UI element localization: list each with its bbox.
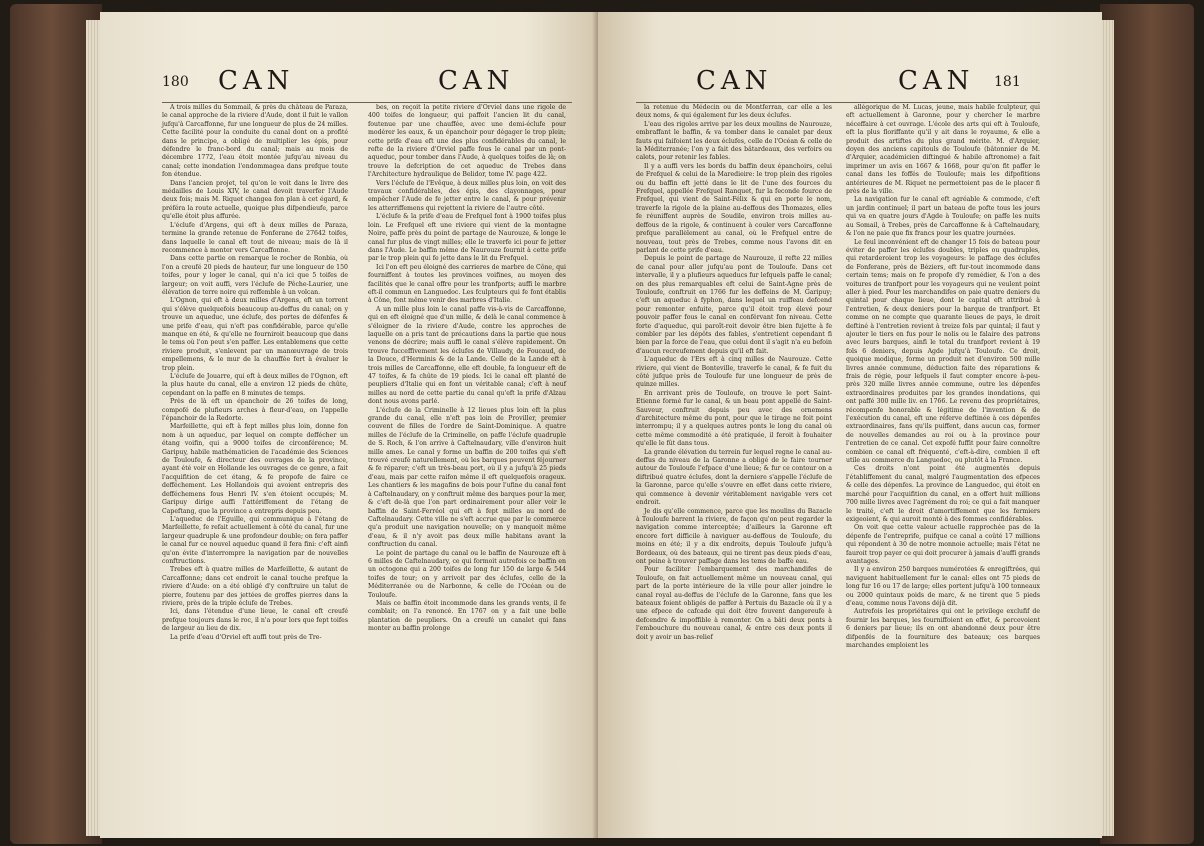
right-columns xyxy=(636,104,1040,824)
paragraph: L'eau des rigoles arrive par les deux moulins de Naurouze, embraffant le baffin, & va tomber dans le canalet par deux fauts qui faifoient les deux éclufes, celle de l'Océan & celle de la Méditerranée; l'on y a fait des bâtardeaux, des verfoirs ou calets, pour retenir les fables. xyxy=(636,120,832,162)
book-cover-right xyxy=(1100,4,1194,844)
paragraph: Je dis qu'elle commence, parce que les moulins du Bazacle à Touloufe barrent la riviere, de façon qu'on peut regarder la navigation comme interceptée; d'ailleurs la Garonne eft encore fort difficile à naviguer au-deffous de Touloufe, du moins en été; il y a dix endroits, depuis Touloufe jufqu'à Bordeaux, où des bateaux, qui ne tirent pas deux pieds d'eau, ont peine à trouver paffage dans les tems de baffe eau. xyxy=(636,507,832,565)
paragraph: A un mille plus loin le canal paffe vis-à-vis de Carcaffonne, qui en eft éloigné que d'un mille, & delà le canal commence à s'éloigner de la riviere d'Aude, contre les approches de laquelle on a pris tant de précautions dans la partie que nous venons de décrire; mais auffi le canal s'élève rapidement. On trouve fucceffivement les éclufes de Villaudy, de Foucaud, de la Douce, d'Herminis & de la Lande. Celle de la Lande eft à trois milles de Carcaffonne, elle eft double, fa longueur eft de 47 toifes, & fa chûte de 19 pieds. Ici le canal eft planté de peupliers d'Italie qui en font un véritable canal; c'eft à neuf milles au nord de cette partie du canal qu'eft la prife d'Alzau dont nous avons parlé. xyxy=(368,305,566,406)
left-columns xyxy=(162,104,572,824)
left-head-left: CAN xyxy=(218,66,295,96)
paragraph: Depuis le point de partage de Naurouze, il refte 22 milles de canal pour aller jufqu'au pont de Touloufe. Dans cet intervalle, il y a plufieurs aqueducs fur lefquels paffe le canal; on des plus remarquables eft celui de Saint-Agne près de Touloufe, conftruit en 1766 fur les deffeins de M. Garipuy; c'eft un aqueduc à fyphon, dans lequel un ruiffeau defcend pour remonter enfuite, parce qu'il étoit trop élevé pour pouvoir paffer fous le canal en conférvant fon niveau. Cette forte d'aqueduc, qui paroît-roit devoir être bien fujette à fe combler par les dépôts des fables, s'entretient cependant fi bien par la force de l'eau, que celui dont il s'agit n'a eu befoin d'aucun recreufement depuis qu'il eft fait. xyxy=(636,255,832,355)
left-running-head xyxy=(100,66,598,100)
paragraph: Près de là eft un épanchoir de 26 toifes de long, compofé de plufieurs arches à fleur-d'eau, on l'appelle l'épanchoir de la Redorte. xyxy=(162,398,348,423)
paragraph: La grande élévation du terrein fur lequel regne le canal au-deffus du niveau de la Garonne a obligé de le faire tourner autour de Touloufe l'efpace d'une lieue; & fur ce contour on a diftribué quatre éclufes, dont la derniere s'appelle l'éclufe de la Garonne, parce qu'elle s'ouvre en effet dans cette riviere, qui commence à devenir véritablement navigable vers cet endroit. xyxy=(636,448,832,507)
paragraph: Mais ce baffin étoit incommode dans les grands vents, il fe comblait; on l'a renoncé. En 1767 on y a fait une belle plantation de peupliers. On a creufé un canalet qui fans monter au baffin prolonge xyxy=(368,599,566,633)
paragraph: Vers l'éclufe de l'Evêque, à deux milles plus loin, on voit des travaux confidérables, des épis, des clayonnages, pour empêcher l'Aude de fe jetter entre le canal, & pour prévenir les atterriffemens qui rejettent la riviere de l'autre côté. xyxy=(368,179,566,212)
paragraph: bes, on reçoit la petite riviere d'Orviel dans une rigole de 400 toifes de longueur, qui paffoit l'ancien lit du canal, foutenue par une chauffée, avec une demi-éclufe pour modérer les eaux, & un épanchoir pour dégager le trop plein; cette prife d'eau eft une des plus confidérables du canal, le refte de la riviere d'Orviel paffe fous le canal par un pont-aqueduc, pour tomber dans l'Aude, à quelques toifes de là; on trouve la defcription de cet aqueduc de Trebes dans l'Architecture hydraulique de Belidor, tome IV. page 422. xyxy=(368,104,566,179)
paragraph: L'éclufe de la Criminelle à 12 lieues plus loin eft la plus grande du canal, elle n'eft pas loin de Proviller, premier couvent de filles de l'ordre de Saint-Dominique. A quatre milles de l'éclufe de la Criminelle, on paffe l'éclufe quadruple de S. Roch, & l'on arrive à Caftelnaudary, ville d'environ huit mille ames. Le canal y forme un baffin de 200 toifes qui s'eft trouvé creufé naturellement, où les barques peuvent féjourner & fe réparer; c'eft un très-beau port, où il y a jufqu'à 25 pieds d'eau, mais par cette raifon même il eft quelquefois orageux. Les chantiers & les magafins de bois pour l'ufine du canal font à Caftelnaudary, on y conftruit même des barques pour la mer, & c'eft de-là que l'on part ordinairement pour aller voir le baffin de Saint-Ferréol qui eft à fept milles au nord de Caftelnaudary. Cette ville ne s'eft accrue que par le commerce qu'a produit une navigation nouvelle; on y manquoit même d'eau, & il n'y avoit pas deux mille habitans avant la conftruction du canal. xyxy=(368,406,566,549)
paragraph: L'éclufe de Jouarre, qui eft à deux milles de l'Ognon, eft la plus haute du canal, elle a environ 12 pieds de chûte, cependant on la paffe en 8 minutes de temps. xyxy=(162,373,348,397)
paragraph: Pour faciliter l'embarquement des marchandifes de Touloufe, on fait actuellement même un nouveau canal, qui part de la porte intérieure de la ville pour aller joindre le canal royal au-deffus de l'éclufe de la Garonne, fans que les bateaux foient obligés de paffer à Pertuis du Bazacle où il y a une efpece de cafcade qui doit être fouvent dangereufe à defcendre & impoffible à remonter. On a bâti deux ponts à l'embouchure du nouveau canal, & entre ces deux ponts il doit y avoir un bas-relief xyxy=(636,566,832,641)
right-running-head xyxy=(598,66,1102,100)
left-head-right: CAN xyxy=(438,66,515,96)
paragraph: L'Ognon, qui eft à deux milles d'Argens, eft un torrent qui s'élève quelquefois beaucoup au-deffus du canal; on y trouve un aqueduc, une éclufe, des portes de défenfes & une prife d'eau, qui n'eft pas confidérable, parce qu'elle manque en été, & qu'elle ne fourniroit beaucoup que dans le tems où l'on peut s'en paffer. Les entablemens que cette riviere produit, s'enlevent par un manœuvrage de trois empellemens, & le mur de la chauffée fert à évaluer le trop plein. xyxy=(162,297,348,372)
paragraph: Autrefois les propriétaires qui ont le privilege exclufif de fournir les barques, les fourniffoient en effet, & percevoient 6 deniers par lieue; ils en ont abandonné deux pour être difpenfés de la fourniture des bateaux; ces barques marchandes emploient les xyxy=(846,608,1040,649)
paragraph: La prife d'eau d'Orviel eft auffi tout près de Tre- xyxy=(170,633,322,641)
paragraph: Marfeillette, qui eft à fept milles plus loin, donne fon nom à un aqueduc, par lequel on compte deffécher un étang voifin, qui a 9000 toifes de circonférence; M. Garipuy, habile mathématicien de l'académie des Sciences de Touloufe, & directeur des ouvrages de la province, ayant été voir en Hollande les ouvrages de ce genre, a fait l'acquifition de cet étang, & fe propofe de faire ce defféchement. Les Hollandois qui avoient entrepris des defféchemens fous Henri IV. s'en étoient occupés; M. Garipuy dirige auffi l'attériffement de l'étang de Capeftang, que la province a entrepris depuis peu. xyxy=(162,423,348,515)
right-page xyxy=(598,12,1102,838)
paragraph: Trebes eft à quatre milles de Marfeillette, & autant de Carcaffonne; dans cet endroit le canal touche prefque la riviere d'Aude: on a été obligé d'y conftruire un talut de pierre, foutenu par des jettées de groffes pierres dans la riviere, près de la triple éclufe de Trebes. xyxy=(162,566,348,607)
right-column-2 xyxy=(846,104,1040,824)
paragraph: Ici, dans l'étendue d'une lieue, le canal eft creufé prefque toujours dans le roc, il n'a pour lors que fept toifes de largeur au lieu de dix. xyxy=(162,608,348,633)
paragraph: Le point de partage du canal ou le baffin de Naurouze eft à 6 milles de Caftelnaudary, ce qui formoit autrefois ce baffin en un octogone qui a 200 toifes de long fur 150 de large & 544 toifes de tour; on y arrivoit par des éclufes, celle de la Méditerranée ou de Narbonne, & celle de l'Océan ou de Touloufe. xyxy=(368,549,566,599)
paragraph: Ces droits n'ont point été augmentés depuis l'établiffement du canal, malgré l'augmentation des efpeces & celle des dépenfes. La province de Languedoc, qui étoit en marché pour l'acquifition du canal, en a offert huit millions 700 mille livres avec l'agrément du roi; ce qui a fait manquer le traité, c'eft le droit d'amortiffement que les fermiers exigeoient, & qui auroit monté à des fommes confidérables. xyxy=(846,465,1040,523)
paragraph: Dans cette partie on remarque le rocher de Ronbia, où l'on a creufé 20 pieds de hauteur, fur une longueur de 150 toifes, pour y loger le canal, qui n'a ici que 5 toifes de largeur; on voit auffi, vers l'éclufe de Pêche-Laurier, une élévation de terre noire qui reffemble à un volcan. xyxy=(162,255,348,296)
left-column-2 xyxy=(368,104,566,824)
left-page-number: 180 xyxy=(162,74,189,90)
right-column-1 xyxy=(636,104,832,824)
paragraph: Ici l'on eft peu éloigné des carrieres de marbre de Cône, qui fourniffent à toutes les provinces voifines, au moyen des facilités que le canal offre pour les tranfports; auffi le marbre eft-il commun en Languedoc. Les fculpteurs qui fe font établis à Cône, font même venir des marbres d'Italie. xyxy=(368,263,566,305)
left-column-1 xyxy=(162,104,348,824)
paragraph: L'éclufe d'Argens, qui eft à deux milles de Paraza, termine la grande retenue de Fonferane de 27642 toifes, dans laquelle le canal eft tout de niveau; mais de là il recommence à monter vers Carcaffonne. xyxy=(162,221,348,254)
paragraph: la retenue du Médecin ou de Montferran, car elle a les deux noms, & qui également fur les deux éclufes. xyxy=(636,104,832,120)
paragraph: En arrivant près de Touloufe, on trouve le port Saint-Etienne formé fur le canal, & un beau pont appellé de Saint-Sauveur, conftruit depuis peu avec des ornemens d'architecture même du pont, pour que le tirage ne foit point interrompu; il y a quelques autres ponts le long du canal où cette même commodité a été pratiquée, il feroit à fouhaiter qu'elle le fût dans tous. xyxy=(636,389,832,448)
page-edges-right xyxy=(1100,20,1114,836)
paragraph: allégorique de M. Lucas, jeune, mais habile fculpteur, qui eft actuellement à Garonne, pour y chercher le marbre néceffaire à cet ouvrage. L'école des arts qui eft à Touloufe, eft la plus floriffante qu'il y ait dans le royaume, & elle a produit des artiftes du plus grand mérite. M. d'Arquier, doyen des anciens capitouls de Touloufe (bâtonnier de M. d'Arquier, académicien diftingué & habile aftronome) a fait imprimer un avis en 1667 & 1668, pour qu'on fit paffer le canal dans les foffés de Touloufe; mais les difpofitions antérieures de M. Riquet ne permettoient pas de le placer fi près de la ville. xyxy=(846,104,1040,196)
paragraph: L'aqueduc de l'Eguille, qui communique à l'étang de Marfeillette, fe refait actuellement à côté du canal, fur une largeur quadruple & une profondeur double; on fera paffer le canal fur ce nouvel aqueduc quand il fera fini: c'eft ainfi qu'on évite d'interrompre la navigation par de nouvelles conftructions. xyxy=(162,515,348,565)
right-page-number: 181 xyxy=(994,74,1021,90)
paragraph: La navigation fur le canal eft agréable & commode, c'eft un jardin continuel; il part un bateau de pofte tous les jours qui va en quatre jours d'Agde à Touloufe; on paffe les nuits au Somail, à Trebes, près de Carcaffonne & à Caftelnaudary, & l'on ne paie que fix francs pour les quatre journées. xyxy=(846,196,1040,238)
paragraph: L'aqueduc de l'Ers eft à cinq milles de Naurouze. Cette riviere, qui vient de Bonteville, traverfe le canal, & fe fuit du côté jufque près de Touloufe fur une longueur de près de quinze milles. xyxy=(636,356,832,389)
right-head-right: CAN xyxy=(898,66,975,96)
paragraph: A trois milles du Sommail, & près du château de Paraza, le canal approche de la riviere d'Aude, dont il fuit le vallon jufqu'à Carcaffonne, fur une longueur de plus de 24 milles. Cette facilité pour la conduite du canal dont on a profité dans le principe, a obligé de multiplier les épis, pour défendre le franc-bord du canal; mais au mois de décembre 1772, l'eau étoit montée jufqu'au niveau du canal; cette inondation l'endommagea dans prefque toute fon étendue. xyxy=(162,104,348,179)
left-head-rule xyxy=(162,102,572,103)
right-head-left: CAN xyxy=(696,66,773,96)
paragraph: On voit que cette valeur actuelle rapprochée pas de la dépenfe de l'entreprife, puifque ce canal a coûté 17 millions qui répondent à 30 de notre monnoie actuelle; mais l'état ne fauroit trop payer ce qui doit procurer à jamais d'auffi grands avantages. xyxy=(846,524,1040,565)
right-head-rule xyxy=(636,102,1040,103)
paragraph: Il y a environ 250 barques numérotées & enregiftrées, qui naviguent habituellement fur le canal: elles ont 75 pieds de long fur 16 ou 17 de large; elles portent jufqu'à 100 tonneaux ou 2000 quintaux poids de marc, & ne tirent que 5 pieds d'eau, comme nous l'avons déjà dit. xyxy=(846,566,1040,607)
paragraph: Le feul inconvénient eft de changer 15 fois de bateau pour éviter de paffer les éclufes doubles, triples ou quadruples, qui retarderoient trop les voyageurs: le paffage des éclufes de Fonferane, près de Béziers, eft fur-tout incommode dans certain tems; mais on fe propofe d'y remédier, & l'on a des voitures de tranfport pour les voyageurs qui ne veulent point aller à pied. Pour les marchandifes on paie quatre deniers du quintal pour chaque lieue, dont le capital eft attribué à l'entretien, & deux deniers pour la barque de tranfport. Et comme on ne compte que quarante lieues de pays, le droit deftiné à l'entretien revient à treize fols par quintal; il faut y ajouter le tiers en fus pour le nolis ou le falaire des patrons avec leurs barques, ainfi le total du tranfport revient à 19 fols 6 deniers, depuis Agde jufqu'à Touloufe. Ce droit, quoique modique, forme un produit net d'environ 500 mille livres année commune, déduction faite des réparations & frais de régie, pour lefquels il faut compter encore à-peu-près 320 mille livres année commune, outre les dépenfes extraordinaires produites par les grandes inondations, qui ont paffé 300 mille liv. en 1766. Le revenu des propriétaires, récompenfe honorable & légitime de l'invention & de l'exécution du canal, eft une réferve deftinée à ces dépenfes extraordinaires, fans qu'ils puiffent, dans aucun cas, former de nouvelles demandes au roi ou à la province pour l'entretien de ce canal. Cet expofé fuffit pour faire connoître combien ce canal eft fréquenté, c'eft-à-dire, combien il eft utile au commerce du Languedoc, ou plutôt à la France. xyxy=(846,238,1040,465)
paragraph: L'éclufe & la prife d'eau de Frefquel font à 1900 toifes plus loin. Le Frefquel eft une riviere qui vient de la montagne Noire, paffe près du point de partage de Naurouze, & longe le canal fur plus de vingt milles; elle le traverfe ici pour fe jetter dans l'Aude. Le baffin même de Naurouze fournit à cette prife par le trop plein qui fe jette dans le lit du Frefquel. xyxy=(368,213,566,263)
paragraph: Il y a auffi vers les bords du baffin deux épanchoirs, celui de Frefquel & celui de la Maredieire: le trop plein des rigoles ou du baffin eft jetté dans le lit de l'une des fources du Frefquel, appellée Frefquel Ranquet, fur la feconde fource de Frefquel, qui vient de Saint-Félix & qui en porte le nom, traverfe la rigole de la plaine au-deffous des Thomazes, elles fe réuniffent auprès de Soudile, environ trois milles au-deffous de la rigole, & continuent à couler vers Carcaffonne prefque parallèlement au canal, où le Frefquel entre de nouveau, tout près de Trebes, comme nous l'avons dit en parlant de cette prife d'eau. xyxy=(636,162,832,254)
left-page xyxy=(100,12,598,838)
paragraph: Dans l'ancien projet, tel qu'on le voit dans le livre des médailles de Louis XIV, le canal devoit traverfer l'Aude deux fois; mais M. Riquet changea fon plan à cet égard, & préféra la route actuelle, quoique plus difpendieufe, parce qu'elle étoit plus affurée. xyxy=(162,179,348,221)
